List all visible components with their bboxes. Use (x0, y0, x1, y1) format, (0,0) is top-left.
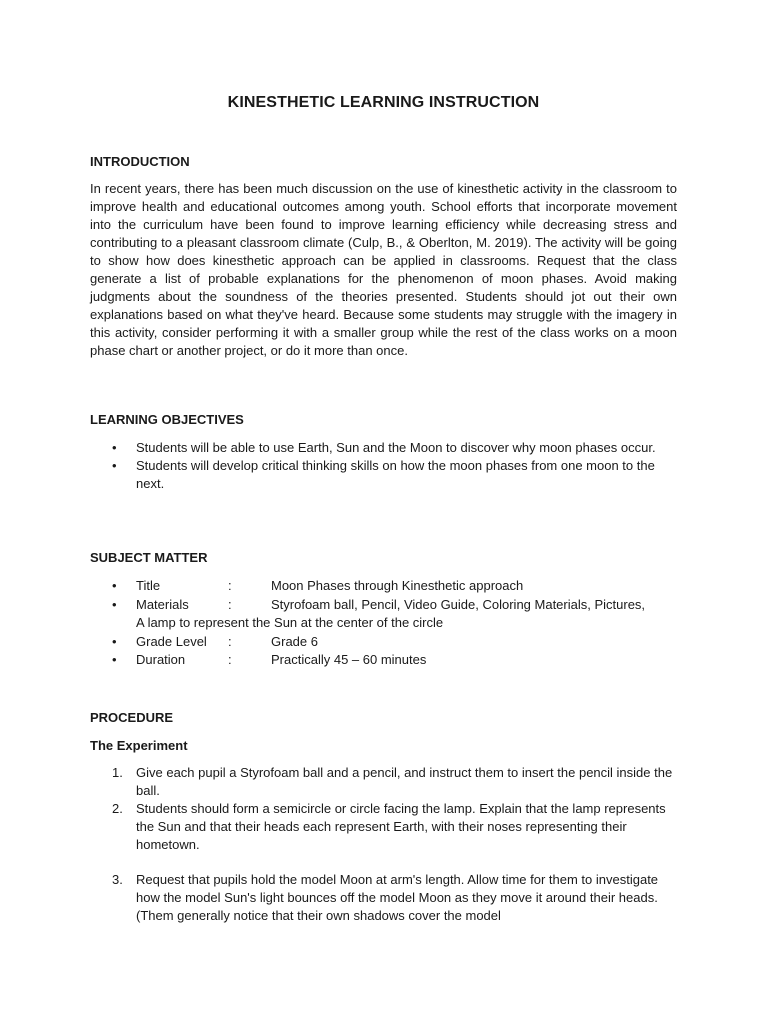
document-title: KINESTHETIC LEARNING INSTRUCTION (227, 94, 540, 111)
row-value: Practically 45 – 60 minutes (271, 652, 427, 667)
subject-matter-heading: SUBJECT MATTER (90, 550, 208, 565)
row-value-continuation: A lamp to represent the Sun at the center of the circle (136, 615, 444, 630)
step-number: 3. (112, 872, 123, 887)
bullet-icon: • (112, 652, 117, 667)
step-text: Request that pupils hold the model Moon at arm's length. Allow time for them to investigate how the model Sun's light bounces off the model Moon as they move it around their heads. (Them generally notice that their own shadows cover the model (136, 872, 659, 923)
row-separator: : (228, 633, 232, 649)
bullet-icon: • (112, 458, 117, 473)
step-text: Give each pupil a Styrofoam ball and a pencil, and instruct them to insert the pencil inside the ball. (136, 765, 673, 798)
list-item (90, 871, 677, 925)
bullet-icon: • (112, 440, 117, 455)
introduction-heading: INTRODUCTION (90, 154, 190, 169)
subject-matter-row (90, 633, 677, 652)
subject-matter-row (90, 596, 677, 633)
row-value: Styrofoam ball, Pencil, Video Guide, Coloring Materials, Pictures, (271, 596, 646, 612)
row-separator: : (228, 596, 232, 612)
step-number: 1. (112, 765, 123, 780)
step-text: Students should form a semicircle or circle facing the lamp. Explain that the lamp represents the Sun and that their heads each represent Earth, with their noses representing their hometown. (136, 801, 666, 852)
row-separator: : (228, 652, 232, 667)
bullet-icon: • (112, 633, 117, 649)
bullet-icon: • (112, 578, 117, 593)
row-separator: : (228, 578, 232, 593)
row-label: Title (136, 578, 161, 593)
list-item (90, 800, 677, 854)
introduction-paragraph: In recent years, there has been much discussion on the use of kinesthetic activity in the classroom to improve health and educational outcomes among youth. School efforts that incorporate movement into the curriculum have been found to improve learning efficiency while decreasing stress and contributing to a pleasant classroom climate (Culp, B., & Oberlton, M. 2019). The activity will be going to show how does kinesthetic approach can be applied in classrooms. Request that the class generate a list of probable explanations for the phenomenon of moon phases. Avoid making judgments about the soundness of the theories presented. Students should jot out their own explanations based on what they've heard. Because some students may struggle with the imagery in this activity, consider performing it with a smaller group while the rest of the class works on a moon phase chart or another project, or do it more than once. (90, 181, 677, 358)
learning-objectives-list (90, 439, 677, 493)
list-item (90, 457, 677, 493)
subject-matter-list (90, 577, 677, 670)
row-value: Moon Phases through Kinesthetic approach (271, 578, 524, 593)
learning-objectives-heading: LEARNING OBJECTIVES (90, 412, 244, 427)
subject-matter-row (90, 577, 677, 596)
objective-text: Students will be able to use Earth, Sun and the Moon to discover why moon phases occur. (136, 440, 656, 455)
row-label: Grade Level (136, 633, 207, 649)
procedure-heading: PROCEDURE (90, 710, 174, 725)
row-label: Materials (136, 596, 189, 612)
procedure-steps (90, 764, 677, 925)
list-item (90, 439, 677, 457)
step-number: 2. (112, 801, 123, 816)
row-value: Grade 6 (271, 633, 318, 649)
objective-text: Students will develop critical thinking skills on how the moon phases from one moon to the next. (136, 458, 655, 491)
bullet-icon: • (112, 596, 117, 612)
subject-matter-row (90, 651, 677, 670)
list-item (90, 764, 677, 800)
row-label: Duration (136, 652, 186, 667)
procedure-subheading: The Experiment (90, 738, 188, 753)
